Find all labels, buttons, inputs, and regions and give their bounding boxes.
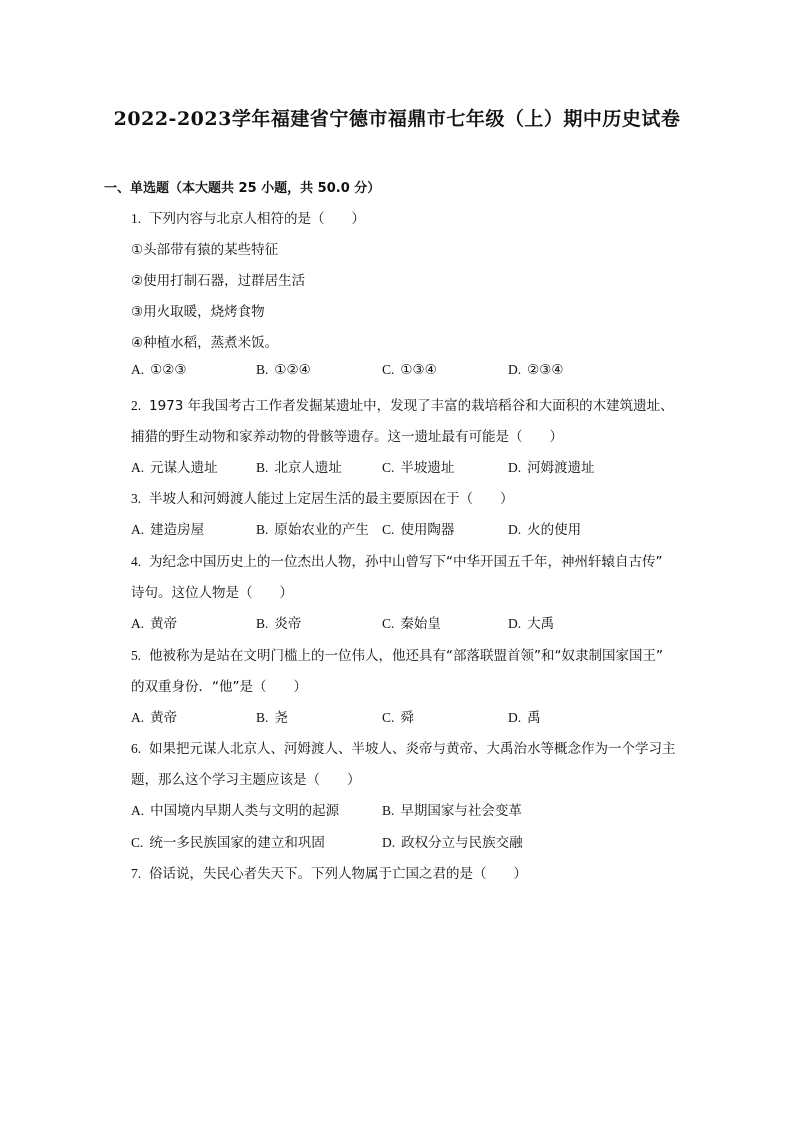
question-number: 5.: [131, 648, 142, 663]
question-6-option-d: D. 政权分立与民族交融: [382, 835, 523, 851]
question-4-stem: [131, 550, 663, 570]
question-5-stem: [131, 644, 663, 664]
question-5-stem-cont: 的双重身份．“他”是（ ）: [131, 679, 307, 695]
question-3-option-c: C. 使用陶器: [382, 522, 455, 538]
question-text: 半坡人和河姆渡人能过上定居生活的最主要原因在于（ ）: [149, 491, 514, 507]
question-2-option-d: D. 河姆渡遗址: [508, 460, 595, 476]
question-text: 1973 年我国考古工作者发掘某遗址中，发现了丰富的栽培稻谷和大面积的木建筑遗址、: [149, 398, 674, 414]
question-1-option-c: C. ①③④: [382, 362, 437, 378]
question-1-stem: [131, 207, 365, 227]
question-2-option-c: C. 半坡遗址: [382, 460, 455, 476]
question-4-option-a: A. 黄帝: [131, 616, 178, 632]
question-1-option-a: A. ①②③: [131, 362, 187, 378]
question-3-option-b: B. 原始农业的产生: [256, 522, 369, 538]
question-6-stem-cont: 题，那么这个学习主题应该是（ ）: [131, 772, 361, 788]
question-1-option-b: B. ①②④: [256, 362, 311, 378]
question-5-option-c: C. 舜: [382, 710, 414, 726]
question-6-option-c: C. 统一多民族国家的建立和巩固: [131, 835, 325, 851]
question-text: 下列内容与北京人相符的是（ ）: [149, 211, 365, 227]
question-4-option-d: D. 大禹: [508, 616, 555, 632]
question-4-option-c: C. 秦始皇: [382, 616, 441, 632]
question-6-stem: [131, 737, 676, 757]
question-1-statement-2: ②使用打制石器，过群居生活: [131, 273, 306, 289]
question-text: 为纪念中国历史上的一位杰出人物，孙中山曾写下“中华开国五千年，神州轩辕自古传”: [149, 554, 663, 570]
question-number: 2.: [131, 398, 142, 413]
question-number: 7.: [131, 866, 142, 881]
question-5-option-d: D. 禹: [508, 710, 541, 726]
question-3-option-a: A. 建造房屋: [131, 522, 205, 538]
question-6-option-b: B. 早期国家与社会变革: [382, 803, 522, 819]
question-text: 如果把元谋人北京人、河姆渡人、半坡人、炎帝与黄帝、大禹治水等概念作为一个学习主: [149, 741, 676, 757]
question-2-option-b: B. 北京人遗址: [256, 460, 342, 476]
question-6-option-a: A. 中国境内早期人类与文明的起源: [131, 803, 340, 819]
question-2-option-a: A. 元谋人遗址: [131, 460, 218, 476]
question-1-statement-1: ①头部带有猿的某些特征: [131, 242, 279, 258]
question-2-stem-cont: 捕猎的野生动物和家养动物的骨骸等遗存。这一遗址最有可能是（ ）: [131, 429, 563, 445]
question-5-option-b: B. 尧: [256, 710, 288, 726]
question-text: 俗话说，失民心者失天下。下列人物属于亡国之君的是（ ）: [149, 866, 527, 882]
question-4-option-b: B. 炎帝: [256, 616, 302, 632]
question-7-stem: [131, 862, 527, 882]
question-2-stem: [131, 394, 674, 414]
question-number: 6.: [131, 741, 142, 756]
question-1-statement-4: ④种植水稻，蒸煮米饭。: [131, 335, 279, 351]
question-number: 4.: [131, 554, 142, 569]
question-4-stem-cont: 诗句。这位人物是（ ）: [131, 585, 293, 601]
question-number: 3.: [131, 491, 142, 506]
exam-title: 2022-2023学年福建省宁德市福鼎市七年级（上）期中历史试卷: [113, 108, 681, 130]
question-1-option-d: D. ②③④: [508, 362, 564, 378]
question-number: 1.: [131, 211, 142, 226]
section-heading: 一、单选题（本大题共 25 小题，共 50.0 分）: [104, 181, 381, 196]
question-text: 他被称为是站在文明门槛上的一位伟人，他还具有“部落联盟首领”和“奴隶制国家国王”: [149, 648, 663, 664]
question-5-option-a: A. 黄帝: [131, 710, 178, 726]
question-3-option-d: D. 火的使用: [508, 522, 582, 538]
question-1-statement-3: ③用火取暖，烧烤食物: [131, 304, 265, 320]
question-3-stem: [131, 487, 514, 507]
